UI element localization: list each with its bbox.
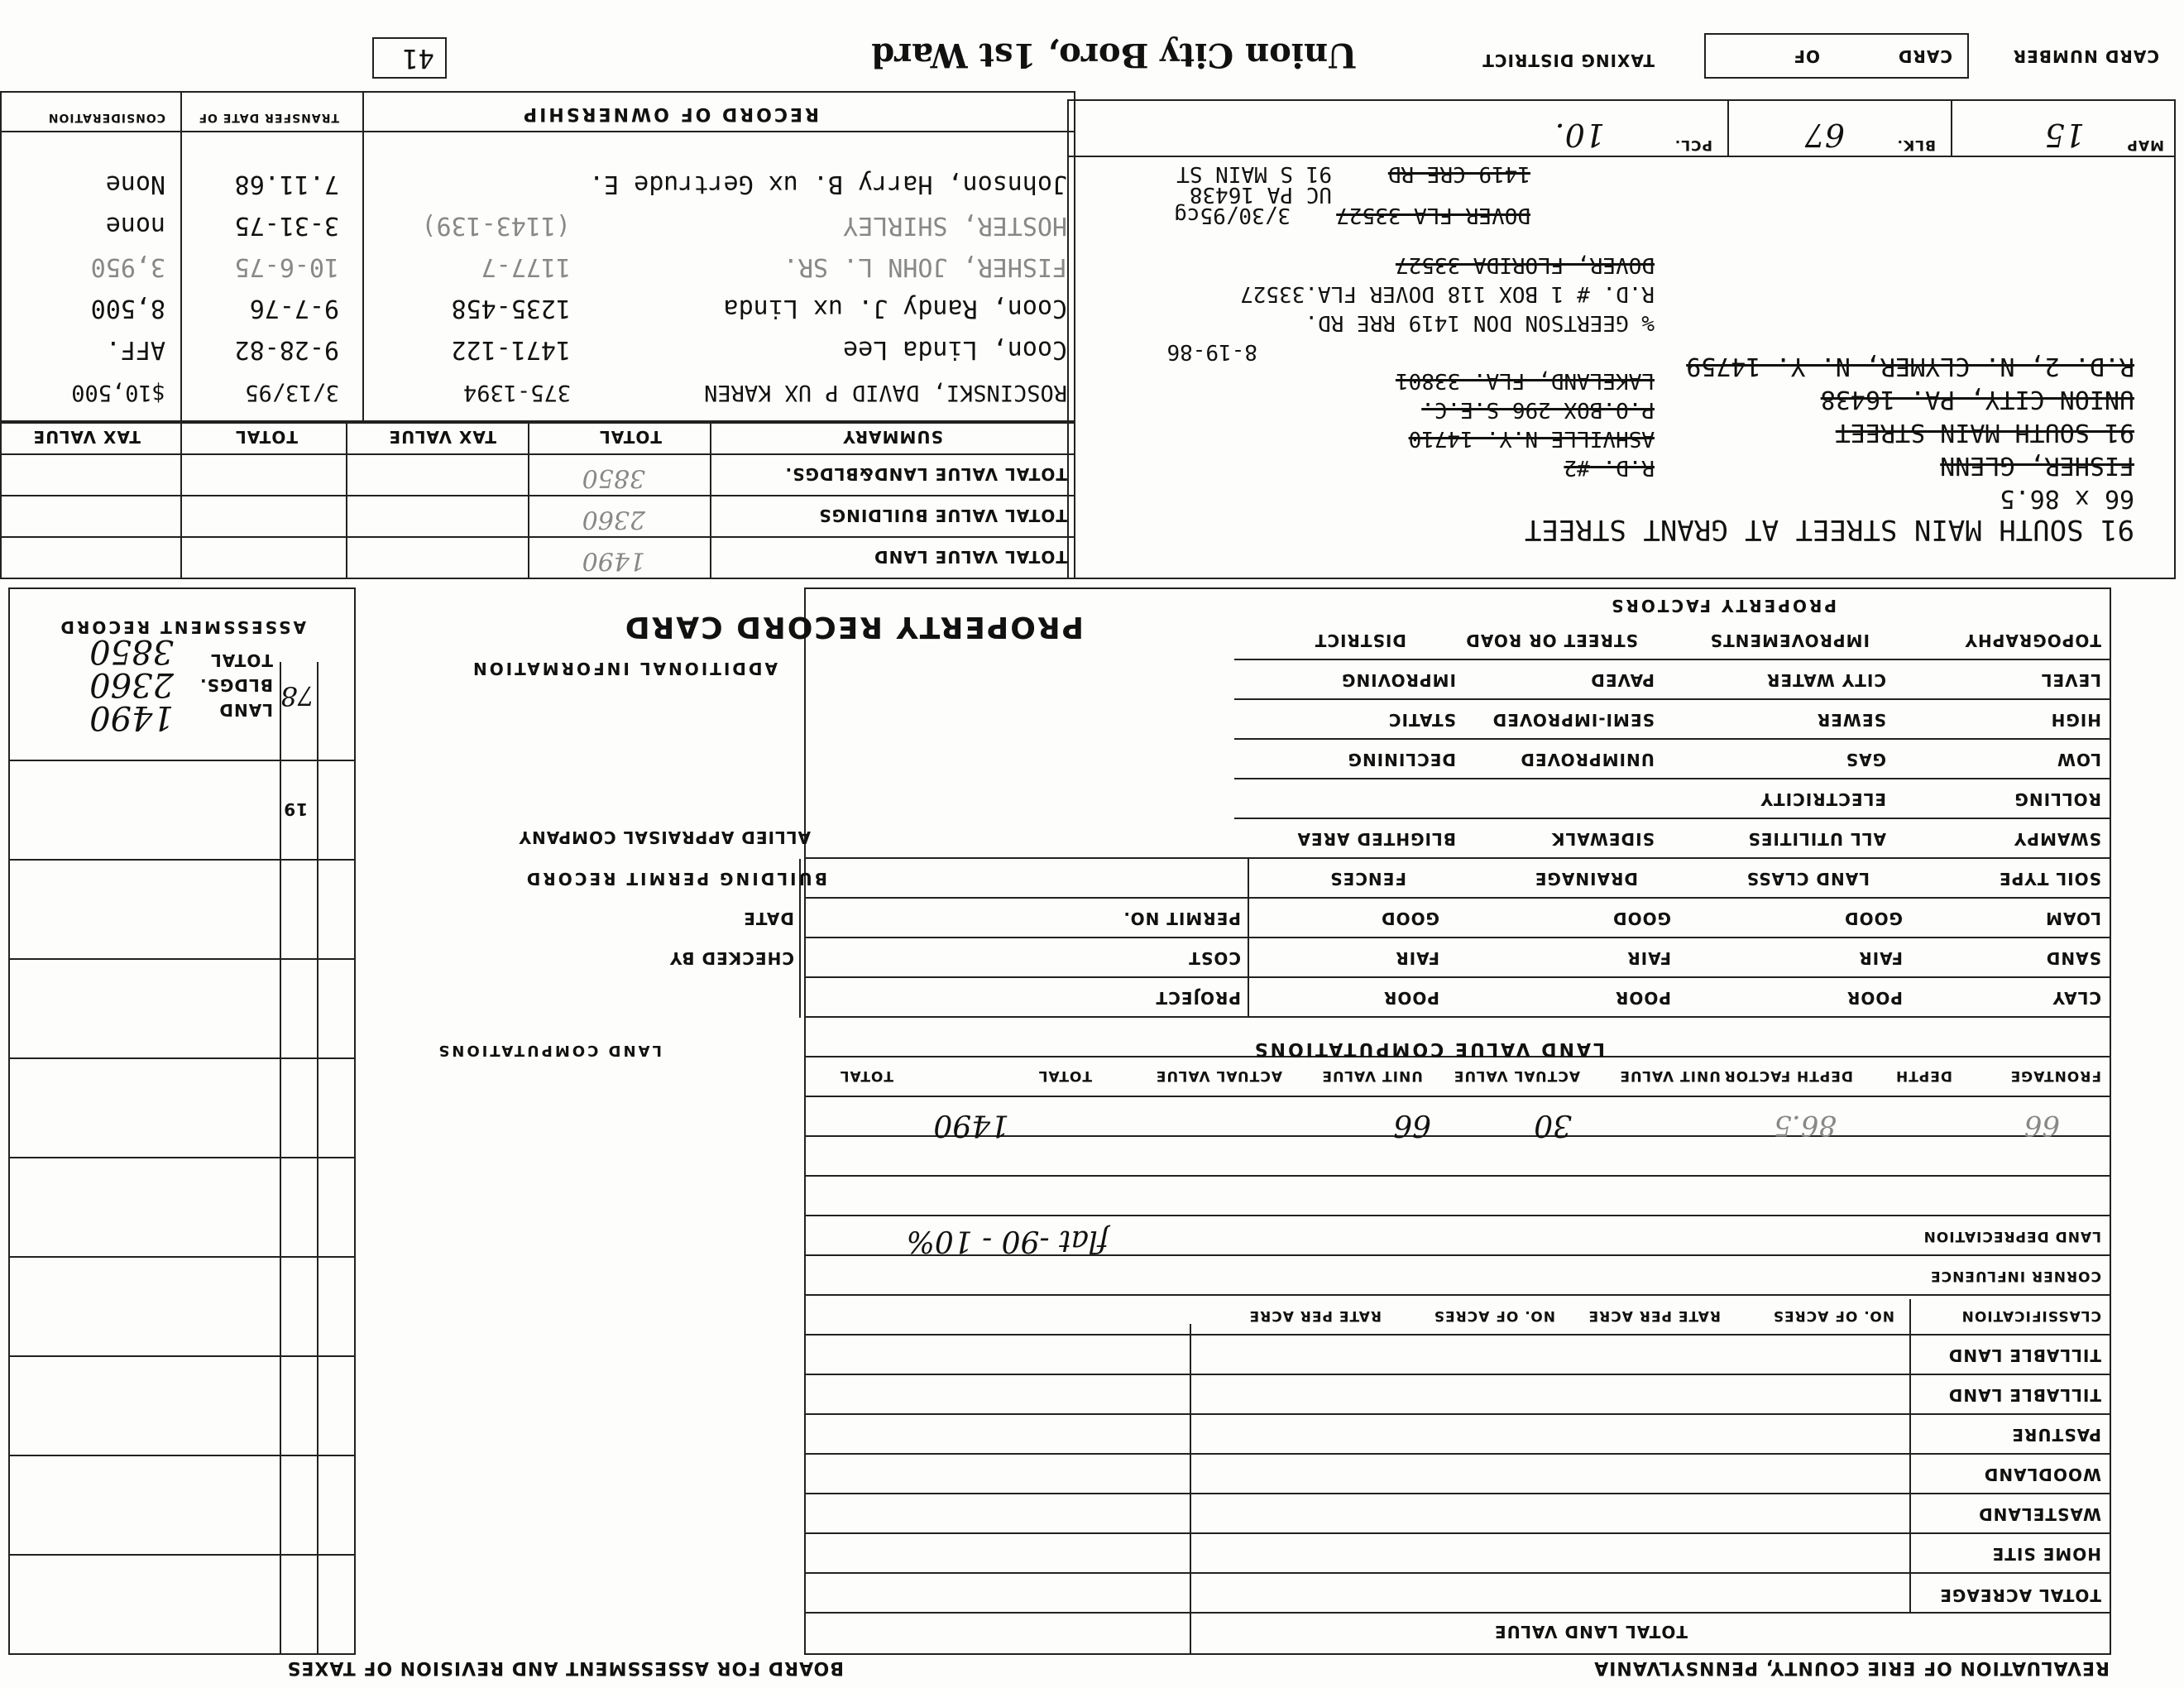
owner-4-name: FISHER, JOHN L. SR. — [783, 252, 1067, 281]
imp-gas: GAS — [1845, 750, 1886, 770]
land-row-total-acreage: TOTAL ACREAGE — [1939, 1585, 2101, 1605]
district-name: Union City Boro, 1st Ward — [871, 36, 1357, 74]
summary-buildings: TOTAL VALUE BUILDINGS — [818, 506, 1067, 525]
assess-land-value: 1490 — [89, 698, 174, 736]
clay-l2: POOR — [1614, 988, 1671, 1008]
mail-dover-fla: DOVER FLA 33527 — [1336, 203, 1530, 228]
district-static: STATIC — [1387, 710, 1456, 730]
fences-header: FENCES — [1329, 869, 1406, 889]
loam-l2: GOOD — [1612, 909, 1671, 928]
summary-tax-header-1: TAX VALUE — [388, 427, 496, 447]
owner-1-consideration: $10,500 — [71, 380, 165, 405]
ownership-title: RECORD OF OWNERSHIP — [521, 103, 819, 124]
land-row-tillable-2: TILLABLE LAND — [1947, 1345, 2101, 1365]
actual-value-header-2: ACTUAL VALUE — [1155, 1067, 1282, 1084]
actual-value-header-1: ACTUAL VALUE — [1453, 1067, 1580, 1084]
mail-ashville: ASHVILLE N.Y. 14710 — [1408, 426, 1655, 451]
unit-value-handwritten: 30 — [1534, 1108, 1572, 1142]
land-row-home-site: HOME SITE — [1991, 1544, 2101, 1564]
card-label: CARD — [1897, 46, 1952, 66]
owner-2-name: Coon, Linda Lee — [843, 335, 1067, 364]
summary-header: SUMMARY — [842, 427, 943, 447]
sand-l1: FAIR — [1858, 948, 1903, 968]
old-owner-street: 91 SOUTH MAIN STREET — [1835, 418, 2134, 447]
total-header-2: TOTAL — [839, 1067, 893, 1084]
mail-lakeland: LAKELAND, FLA. 33801 — [1395, 368, 1655, 393]
land-row-woodland: WOODLAND — [1983, 1465, 2101, 1484]
mail-main-st: 91 S MAIN ST — [1176, 161, 1332, 186]
land-depreciation-label: LAND DEPRECIATION — [1923, 1228, 2101, 1244]
mail-date: 8-19-86 — [1166, 339, 1257, 364]
address-current: 91 SOUTH MAIN STREET AT GRANT STREET — [1525, 513, 2134, 546]
road-paved: PAVED — [1590, 670, 1655, 690]
road-semi-improved: SEMI-IMPROVED — [1492, 710, 1655, 730]
owner-4-date: 10-6-75 — [234, 252, 339, 281]
owner-2-book: 1471-122 — [451, 335, 571, 364]
owner-4-book: 1177-7 — [481, 252, 571, 281]
owner-5-book: (1143-139) — [421, 211, 571, 240]
land-value-computations-title: LAND VALUE COMPUTATIONS — [1252, 1038, 1605, 1059]
total-handwritten: 1490 — [933, 1108, 1009, 1142]
mail-dover-florida: DOVER, FLORIDA 33527 — [1395, 252, 1655, 277]
map-label: MAP — [2126, 137, 2164, 153]
clay-l1: POOR — [1846, 988, 1903, 1008]
road-sidewalk: SIDEWALK — [1551, 829, 1655, 849]
assess-year: 78 — [280, 680, 314, 712]
owner-2-consideration: AFF. — [105, 335, 165, 364]
depth-handwritten: 86.5 — [1774, 1109, 1837, 1142]
owner-6-date: 7.11.68 — [234, 170, 339, 199]
assessment-record-title: ASSESSMENT RECORD — [58, 617, 306, 637]
owner-6-name: Johnson, Harry B. ux Gertrude E. — [589, 170, 1067, 199]
owner-3-consideration: 8,500 — [90, 294, 165, 323]
transfer-date-header: TRANSFER DATE OF — [198, 111, 339, 124]
sand-l2: FAIR — [1626, 948, 1671, 968]
classification-header: CLASSIFICATION — [1961, 1307, 2101, 1324]
assess-bldgs-value: 2360 — [89, 665, 174, 703]
district-declining: DECLINING — [1347, 750, 1456, 770]
mail-cre-rd: 1419 CRE RD — [1387, 161, 1530, 186]
assess-total-label: TOTAL — [210, 650, 273, 670]
land-class-header: LAND CLASS — [1746, 869, 1870, 889]
address-size: 66 x 86.5 — [2000, 484, 2134, 513]
owner-5-name: HOSTER, SHIRLEY — [843, 211, 1067, 240]
depreciation-handwritten: flat -90 - 10% — [906, 1224, 1109, 1258]
frontage-header: FRONTAGE — [2009, 1067, 2101, 1084]
district-header: DISTRICT — [1314, 631, 1406, 650]
drainage-header: DRAINAGE — [1534, 869, 1638, 889]
blk-label: BLK. — [1896, 137, 1936, 153]
property-factors-title: PROPERTY FACTORS — [1609, 596, 1837, 616]
date-label: DATE — [743, 909, 794, 928]
assess-bldgs-label: BLDGS. — [199, 675, 273, 695]
rate-acre-header-1: RATE PER ACRE — [1588, 1307, 1721, 1324]
total-header-1: TOTAL — [1037, 1067, 1092, 1084]
district-number: 41 — [402, 43, 434, 74]
summary-bldgs-value: 2360 — [582, 505, 645, 534]
topo-low: LOW — [2056, 750, 2101, 770]
pcl-value: 10. — [1554, 117, 1605, 153]
owner-1-name: ROSCINSKI, DAVID P UX KAREN — [704, 380, 1067, 405]
mail-geertson: % GEERTSON DON 1419 RRE RD. — [1305, 310, 1655, 335]
taxing-district-label: TAXING DISTRICT — [1482, 50, 1655, 70]
summary-total-header-2: TOTAL — [235, 427, 298, 447]
imp-electricity: ELECTRICITY — [1760, 789, 1886, 809]
checked-by-label: CHECKED BY — [668, 948, 794, 968]
land-computations-title: LAND COMPUTATIONS — [436, 1042, 662, 1059]
land-row-wasteland: WASTELAND — [1978, 1504, 2101, 1524]
sand-l3: FAIR — [1395, 948, 1439, 968]
total-land-value-label: TOTAL LAND VALUE — [1494, 1622, 1688, 1642]
old-owner-city: UNION CITY, PA. 16438 — [1820, 385, 2134, 414]
clay-l3: POOR — [1382, 988, 1439, 1008]
topo-swampy: SWAMPY — [2013, 829, 2101, 849]
assess-total-value: 3850 — [89, 632, 174, 670]
summary-tax-header-2: TAX VALUE — [32, 427, 141, 447]
pcl-label: PCL. — [1674, 137, 1712, 153]
owner-5-date: 3-31-75 — [234, 211, 339, 240]
owner-1-book: 375-1394 — [462, 380, 571, 405]
owner-3-book: 1235-458 — [451, 294, 571, 323]
consideration-header: CONSIDERATION — [47, 111, 165, 124]
additional-information-title: ADDITIONAL INFORMATION — [470, 659, 778, 679]
mail-dover-box: R.D. # 1 BOX 118 DOVER FLA.33527 — [1240, 281, 1655, 306]
old-owner-name: FISHER, GLENN — [1940, 451, 2134, 480]
mail-uc-pa: UC PA 16438 — [1189, 182, 1332, 207]
soil-sand: SAND — [2045, 948, 2101, 968]
depth-header: DEPTH — [1894, 1067, 1952, 1084]
board-title: BOARD FOR ASSESSMENT AND REVISION OF TAXES — [286, 1657, 844, 1678]
loam-l3: GOOD — [1380, 909, 1439, 928]
blk-value: 67 — [1804, 117, 1845, 153]
soil-loam: LOAM — [2045, 909, 2101, 928]
property-record-card-title: PROPERTY RECORD CARD — [623, 610, 1084, 644]
owner-6-consideration: None — [105, 170, 165, 199]
summary-total-header-1: TOTAL — [599, 427, 662, 447]
summary-total-value: 3850 — [582, 463, 645, 492]
road-unimproved: UNIMPROVED — [1520, 750, 1655, 770]
improvements-header: IMPROVEMENTS — [1709, 631, 1870, 650]
land-row-pasture: PASTURE — [2011, 1425, 2101, 1445]
mail-rd: R.D. #2 — [1564, 455, 1655, 480]
revaluation-title: REVALUATION OF ERIE COUNTY, PENNSYLVANIA — [1593, 1657, 2110, 1678]
rate-acre-header-2: RATE PER ACRE — [1248, 1307, 1382, 1324]
mail-po-box: P.O.BOX 296 S.E.C. — [1421, 397, 1655, 422]
unit-value-header-2: UNIT VALUE — [1321, 1067, 1423, 1084]
clay-l4: PROJECT — [1155, 988, 1241, 1008]
owner-5-consideration: none — [105, 211, 165, 240]
no-acres-header-2: NO. OF ACRES — [1433, 1307, 1555, 1324]
mail-cg-date: 3/30/95cg — [1174, 203, 1291, 228]
allied-label: ALLIED APPRAISAL COMPANY — [518, 827, 811, 847]
summary-land: TOTAL VALUE LAND — [874, 547, 1067, 567]
owner-3-date: 9-7-76 — [249, 294, 339, 323]
assess-land-label: LAND — [218, 700, 273, 720]
soil-type-header: SOIL TYPE — [1999, 869, 2101, 889]
owner-4-consideration: 3,950 — [90, 252, 165, 281]
summary-land-value: 1490 — [582, 546, 645, 575]
depth-factor-header: DEPTH FACTOR — [1723, 1067, 1853, 1084]
land-row-tillable-1: TILLABLE LAND — [1947, 1385, 2101, 1405]
building-permit-title: BUILDING PERMIT RECORD — [524, 869, 827, 889]
imp-all-utilities: ALL UTILITIES — [1747, 829, 1886, 849]
topo-level: LEVEL — [2040, 670, 2101, 690]
owner-2-date: 9-28-82 — [234, 335, 339, 364]
unit-value-header-1: UNIT VALUE — [1619, 1067, 1721, 1084]
imp-city-water: CITY WATER — [1766, 670, 1886, 690]
of-label: OF — [1793, 46, 1820, 66]
street-road-header: STREET OR ROAD — [1465, 631, 1638, 650]
soil-clay: CLAY — [2052, 988, 2101, 1008]
map-value: 15 — [2044, 117, 2085, 153]
year-prefix: 19 — [283, 799, 308, 819]
no-acres-header-1: NO. OF ACRES — [1772, 1307, 1894, 1324]
district-improving: IMPROVING — [1341, 670, 1456, 690]
topo-high: HIGH — [2050, 710, 2101, 730]
owner-1-date: 3/13/95 — [245, 380, 339, 405]
district-blighted: BLIGHTED AREA — [1296, 829, 1456, 849]
loam-l1: GOOD — [1843, 909, 1903, 928]
assessment-record-box — [8, 587, 356, 1655]
old-owner-rd: R.D. 2, N. CLYMER, N. Y. 14759 — [1686, 352, 2134, 381]
corner-influence-label: CORNER INFLUENCE — [1930, 1268, 2101, 1284]
topo-rolling: ROLLING — [2014, 789, 2101, 809]
actual-value-handwritten: 66 — [1393, 1108, 1431, 1142]
frontage-handwritten: 66 — [2024, 1109, 2060, 1142]
summary-land-bldgs: TOTAL VALUE LAND&BLDGS. — [784, 464, 1067, 484]
loam-l4: PERMIT NO. — [1123, 909, 1241, 928]
card-number-label: CARD NUMBER — [2012, 46, 2159, 66]
topography-header: TOPOGRAPHY — [1964, 631, 2101, 650]
imp-sewer: SEWER — [1816, 710, 1886, 730]
owner-3-name: Coon, Randy J. ux Linda — [723, 294, 1067, 323]
sand-l4: COST — [1188, 948, 1241, 968]
